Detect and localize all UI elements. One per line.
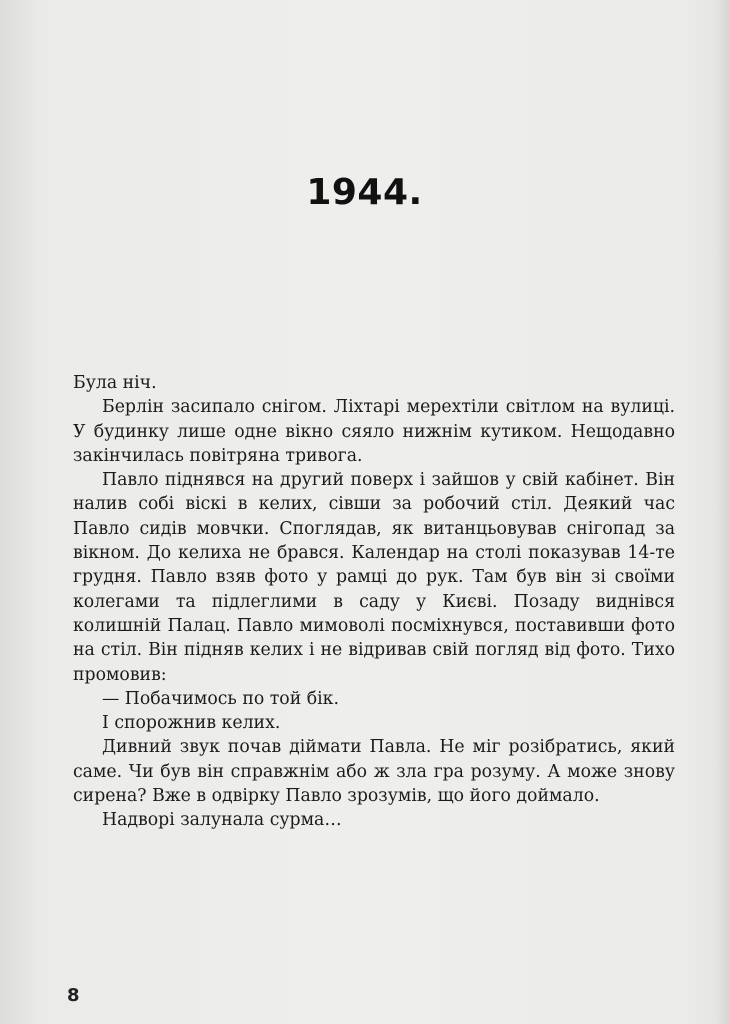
paragraph: Павло піднявся на другий поверх і зайшов у свій кабінет. Він налив собі віскі в келих, сівши за робочий стіл. Деякий час Павло сидів мовчки. Споглядав, як витанцьовував снігопад за вікном. До келиха не брався. Календар на столі показував 14-те грудня. Павло взяв фото у рамці до рук. Там був він зі своїми колегами та підлеглими в саду у Києві. Позаду виднівся колишній Палац. Павло мимоволі посміхнувся, поставивши фото на стіл. Він підняв келих і не відривав свій погляд від фото. Тихо промовив: [73,470,675,685]
page-number: 8 [67,985,80,1006]
paragraph: Берлін засипало снігом. Ліхтарі мерехтіли світлом на вулиці. У будинку лише одне вікно сяяло нижнім кутиком. Нещодавно закінчилась повітряна тривога. [73,397,675,466]
paragraph: Була ніч. [73,373,157,393]
page-edge-shadow [715,0,729,1024]
paragraph: І спорожнив келих. [102,713,281,734]
chapter-title: 1944. [306,172,423,213]
chapter-body [73,371,675,833]
paragraph: Надворі залунала сурма… [102,810,342,831]
paragraph: Дивний звук почав діймати Павла. Не міг розібратись, який саме. Чи був він справжнім або ж зла гра розуму. А може знову сирена? Вже в одвірку Павло зрозумів, що його доймало. [73,737,675,807]
dialogue-line: — Побачимось по той бік. [102,688,339,709]
